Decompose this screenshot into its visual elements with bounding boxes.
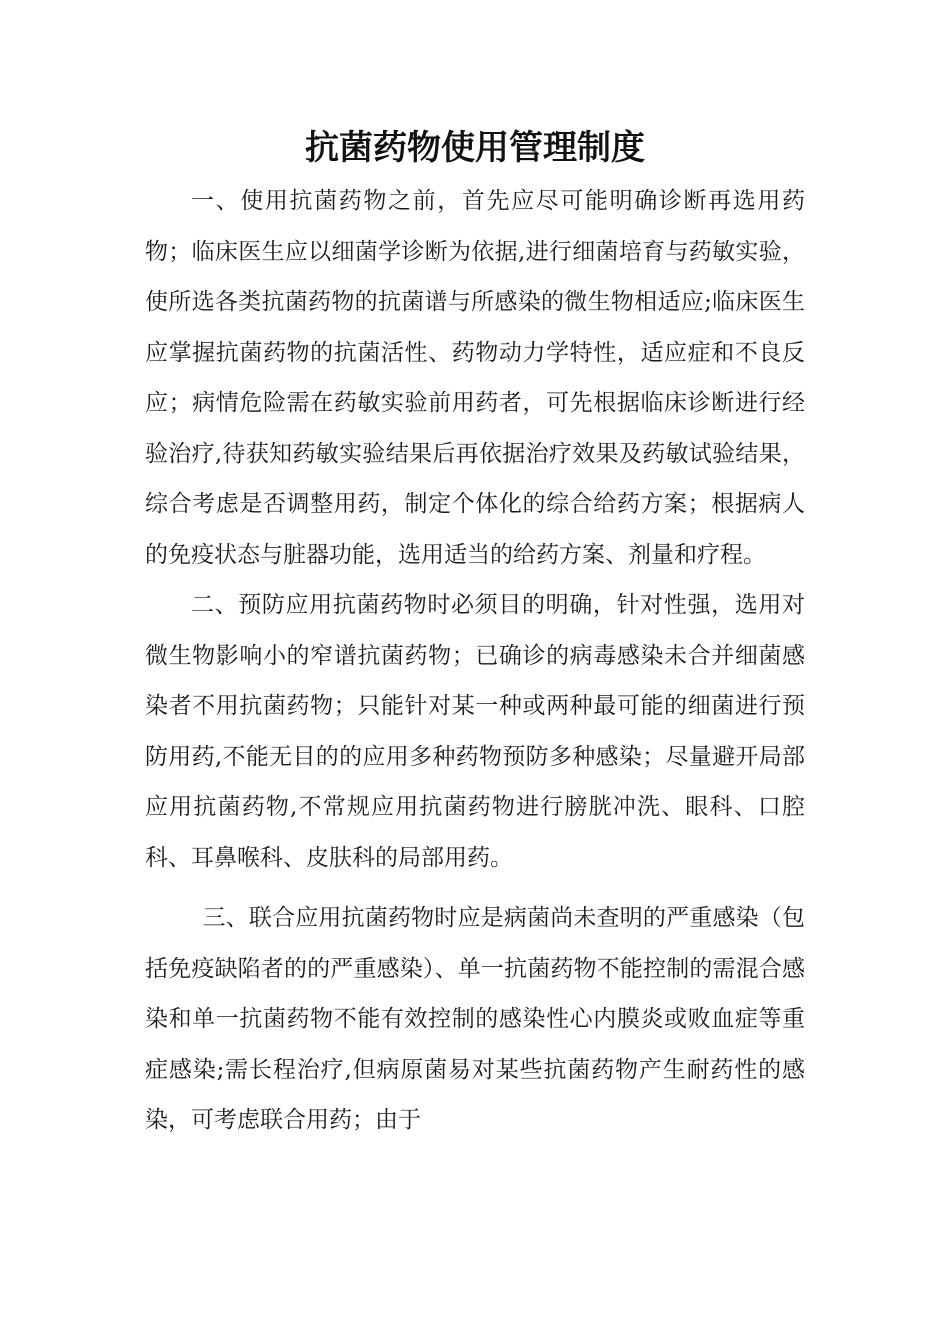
document-body [145,176,805,1146]
document-title: 抗菌药物使用管理制度 [305,128,645,168]
paragraph-3: 三、联合应用抗菌药物时应是病菌尚未查明的严重感染（包括免疫缺陷者的的严重感染）、单一抗菌药物不能控制的需混合感染和单一抗菌药物不能有效控制的感染性心内膜炎或败血症等重症感染;需长程治疗,但病原菌易对某些抗菌药物产生耐药性的感染，可考虑联合用药；由于 [145,905,805,1133]
paragraph-1: 一、使用抗菌药物之前，首先应尽可能明确诊断再选用药物；临床医生应以细菌学诊断为依据,进行细菌培育与药敏实验，使所选各类抗菌药物的抗菌谱与所感染的微生物相适应;临床医生应掌握抗菌药物的抗菌活性、药物动力学特性，适应症和不良反应；病情危险需在药敏实验前用药者，可先根据临床诊断进行经验治疗,待获知药敏实验结果后再依据治疗效果及药敏试验结果，综合考虑是否调整用药，制定个体化的综合给药方案；根据病人的免疫状态与脏器功能，选用适当的给药方案、剂量和疗程。 [145,188,805,568]
paragraph-2: 二、预防应用抗菌药物时必须目的明确，针对性强，选用对微生物影响小的窄谱抗菌药物；已确诊的病毒感染未合并细菌感染者不用抗菌药物；只能针对某一种或两种最可能的细菌进行预防用药,不能无目的的应用多种药物预防多种感染；尽量避开局部应用抗菌药物,不常规应用抗菌药物进行膀胱冲洗、眼科、口腔科、耳鼻喉科、皮肤科的局部用药。 [145,592,805,871]
